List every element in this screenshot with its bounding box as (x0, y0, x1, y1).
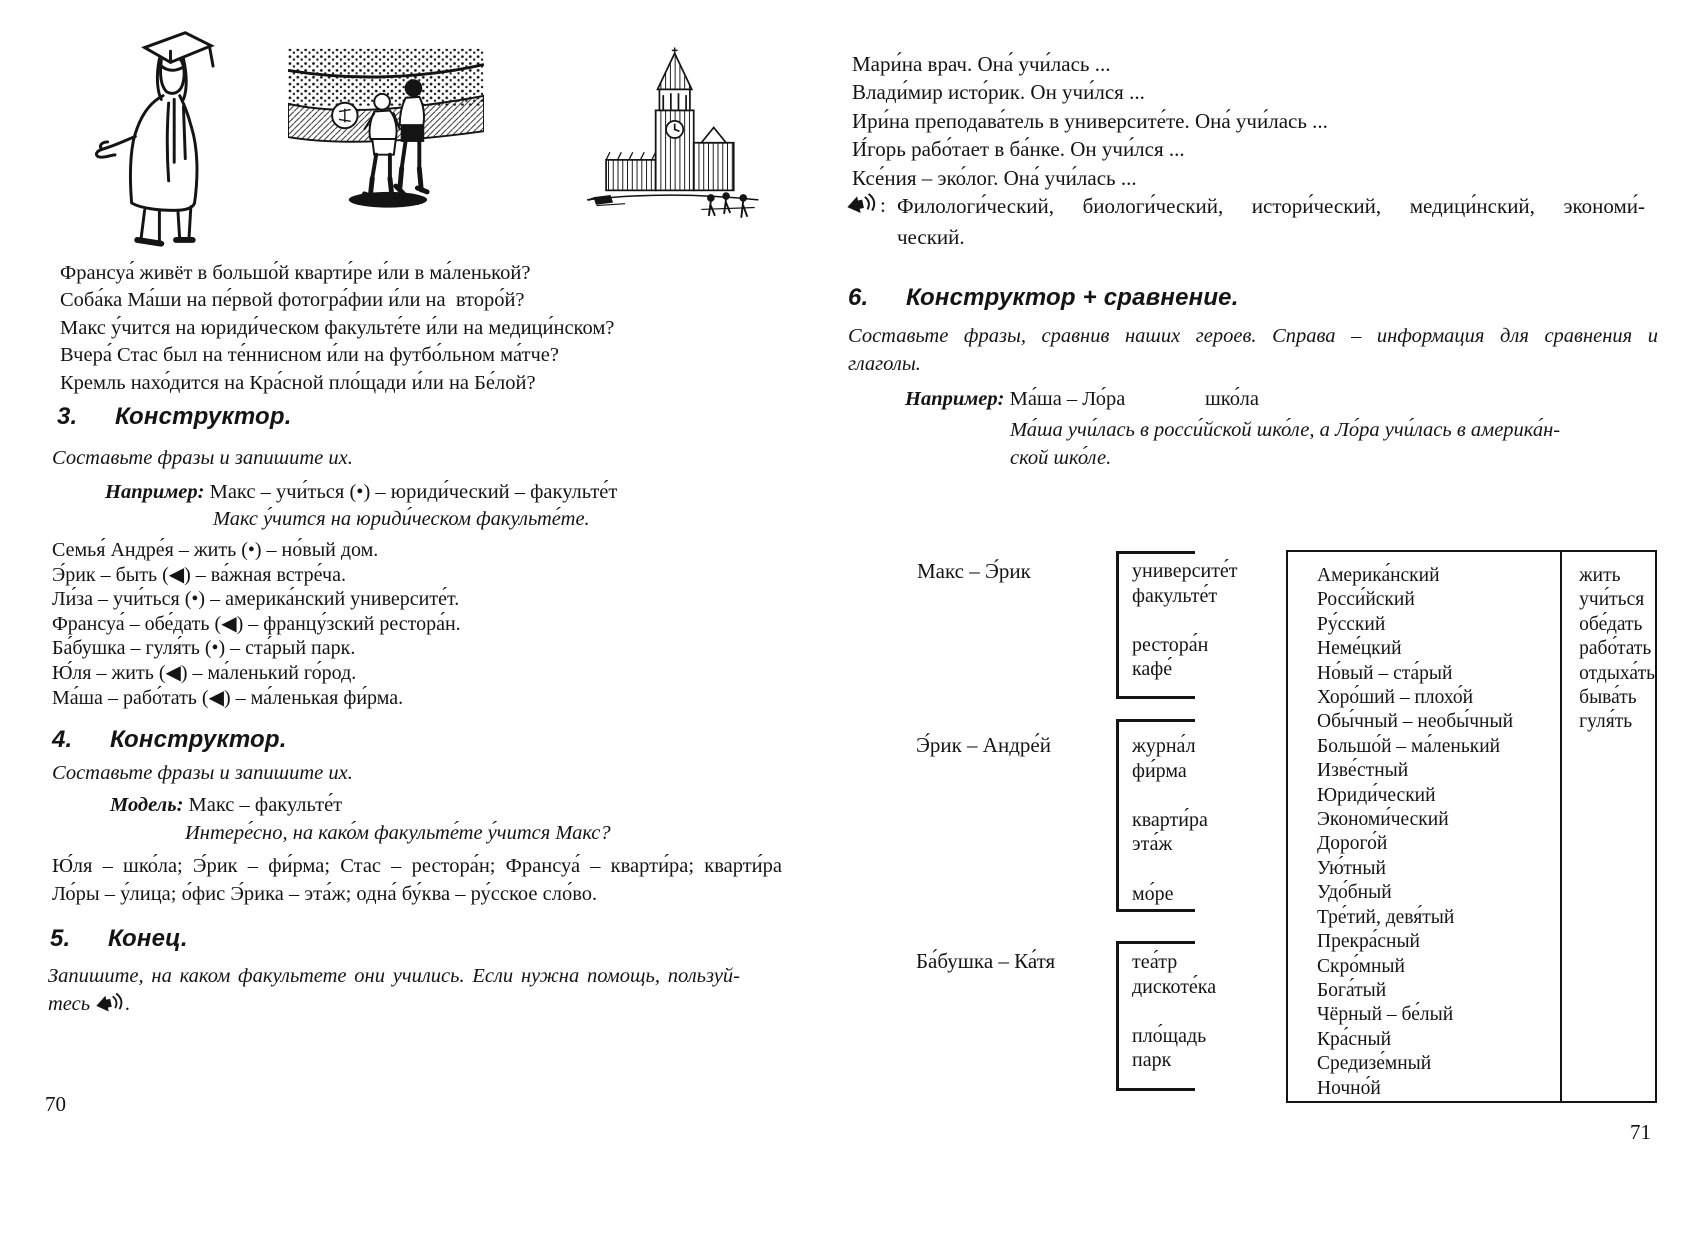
topic-word: рестора́н (1132, 633, 1209, 656)
section-4-items-line1: Ю́ля – шко́ла; Э́рик – фи́рма; Стас – рестора́н; Франсуа́ – кварти́ра; кварти́ра (52, 855, 782, 877)
speaker-icon (846, 192, 878, 216)
adjective-item: Ую́тный (1317, 857, 1386, 879)
two-footballers-in-stadium-icon (288, 40, 484, 238)
adjective-item: Удо́бный (1317, 882, 1392, 904)
adjective-item: Изве́стный (1317, 760, 1409, 782)
topic-word: мо́ре (1132, 882, 1174, 905)
adjective-item: Но́вый – ста́рый (1317, 662, 1453, 684)
section-6-number: 6. (848, 284, 869, 311)
constructor-item: Ю́ля – жить (◀) – ма́ленький го́род. (52, 661, 357, 684)
graduate-illustration (78, 25, 263, 257)
stadium-illustration (288, 40, 484, 238)
right-page-number: 71 (1630, 1120, 1651, 1144)
topic-word: кварти́ра (1132, 808, 1208, 831)
topic-word: теа́тр (1132, 951, 1178, 973)
section-3-instruction: Составьте фразы и запишите их. (52, 447, 353, 469)
topic-word: кафе́ (1132, 658, 1173, 681)
topic-word: парк (1132, 1049, 1172, 1072)
topic-word: фи́рма (1132, 759, 1187, 782)
verb-item: обе́дать (1579, 613, 1643, 635)
topic-word: эта́ж (1132, 833, 1173, 856)
topic-word: пло́щадь (1132, 1024, 1207, 1047)
section-3-items (52, 538, 461, 710)
question-line: Вчера́ Стас был на те́ннисном и́ли на футбо́льном ма́тче? (60, 344, 559, 367)
section-4-items (52, 852, 782, 908)
example-topic: шко́ла (1205, 388, 1260, 410)
adjective-item: Дорого́й (1317, 833, 1388, 855)
audio-hint-line1: Филологи́ческий, биологи́ческий, истори́ческий, медици́нский, экономи́- (897, 194, 1645, 218)
adjectives-column (1288, 552, 1560, 1101)
fill-line: И́горь рабо́тает в ба́нке. Он учи́лся ... (852, 137, 1185, 162)
constructor-item: Ма́ша – рабо́тать (◀) – ма́ленькая фи́рма. (52, 686, 404, 709)
section-3-example-line1 (105, 481, 617, 504)
pair-label-erik-andrei: Э́рик – Андре́й (916, 733, 1051, 757)
section-4-model-line2: Интере́сно, на како́м факульте́те у́чится Макс? (185, 822, 611, 844)
model-text: Макс – факульте́т (188, 794, 343, 816)
fill-line: Влади́мир исто́рик. Он учи́лся ... (852, 80, 1145, 105)
example-pair: Ма́ша – Ло́ра (1009, 388, 1126, 410)
audio-hint-colon: : (880, 193, 886, 217)
audio-hint-words (897, 191, 1645, 253)
section-6-title: Конструктор + сравнение. (906, 284, 1239, 311)
question-line: Соба́ка Ма́ши на пе́рвой фотогра́фии и́ли на второ́й? (60, 289, 525, 312)
verb-item: отдыха́ть (1579, 662, 1655, 684)
graduate-in-academic-gown-icon (78, 25, 263, 257)
adjective-item: Хоро́ший – плохо́й (1317, 687, 1474, 709)
example-text: Макс – учи́ться (•) – юриди́ческий – факульте́т (209, 481, 618, 503)
fill-in-sentences (852, 50, 1328, 192)
comprehension-questions (60, 260, 614, 397)
adjective-item: Экономи́ческий (1317, 809, 1449, 831)
adjective-item: Росси́йский (1317, 589, 1415, 611)
comparison-table (1286, 550, 1657, 1103)
question-line: Франсуа́ живёт в большо́й кварти́ре и́ли в ма́ленькой? (60, 262, 531, 284)
section-5-number: 5. (50, 925, 71, 952)
constructor-item: Ли́за – учи́ться (•) – америка́нский университе́т. (52, 588, 460, 611)
adjective-item: Скро́мный (1317, 955, 1405, 977)
section-4-title: Конструктор. (110, 726, 287, 753)
example-label: Например: (105, 481, 205, 503)
model-label: Модель: (110, 794, 184, 816)
section-5-instruction (48, 962, 740, 1018)
speaker-icon (95, 992, 125, 1014)
section-4-instruction: Составьте фразы и запишите их. (52, 762, 353, 784)
kremlin-illustration (568, 45, 768, 250)
section-5-instruction-line1: Запишите, на каком факультете они учились. Если нужна помощь, пользуй- (48, 965, 740, 987)
topic-word: дискоте́ка (1132, 975, 1217, 998)
section-6-instruction (848, 322, 1658, 378)
fill-line: Мари́на врач. Она́ учи́лась ... (852, 52, 1111, 76)
adjective-item: Обы́чный – необы́чный (1317, 711, 1514, 733)
adjective-item: Кра́сный (1317, 1028, 1392, 1050)
verb-item: жить (1579, 565, 1621, 586)
verb-item: учи́ться (1579, 589, 1645, 611)
question-line: Кремль нахо́дится на Кра́сной пло́щади и́ли на Бе́лой? (60, 371, 536, 394)
section-6-instruction-line1: Составьте фразы, сравнив наших героев. Справа – информация для сравнения и (848, 325, 1658, 347)
section-6-heading (848, 284, 1239, 312)
question-line: Макс у́чится на юриди́ческом факульте́те и́ли на медици́нском? (60, 316, 615, 339)
audio-hint-line2: ческий. (897, 225, 965, 249)
constructor-item: Франсуа́ – обе́дать (◀) – францу́зский рестора́н. (52, 612, 461, 635)
section-3-example-line2: Макс у́чится на юриди́ческом факульте́те. (213, 508, 590, 530)
pair-label-maks-erik: Макс – Э́рик (917, 559, 1031, 583)
adjective-item: Юриди́ческий (1317, 784, 1436, 806)
topic-word: университе́т (1132, 560, 1238, 582)
left-page-number: 70 (45, 1092, 66, 1116)
fill-line: Ксе́ния – эко́лог. Она́ учи́лась ... (852, 165, 1137, 190)
adjective-item: Большо́й – ма́ленький (1317, 735, 1501, 757)
section-3-heading (57, 403, 292, 431)
section-3-number: 3. (57, 403, 78, 430)
fill-line: Ири́на преподава́тель в университе́те. Она́ учи́лась ... (852, 108, 1328, 133)
verbs-column (1560, 552, 1655, 1101)
section-4-number: 4. (52, 726, 73, 753)
section-4-items-line2: Ло́ры – у́лица; о́фис Э́рика – эта́ж; одна́ бу́ква – ру́сское сло́во. (52, 883, 598, 905)
constructor-item: Э́рик – быть (◀) – ва́жная встре́ча. (52, 563, 346, 586)
section-4-heading (52, 726, 287, 754)
adjective-item: Ночно́й (1317, 1077, 1381, 1099)
adjective-item: Тре́тий, девя́тый (1317, 906, 1455, 928)
constructor-item: Ба́бушка – гуля́ть (•) – ста́рый парк. (52, 637, 356, 660)
section-6-instruction-line2: глаголы. (848, 353, 921, 375)
adjective-item: Средизе́мный (1317, 1053, 1432, 1075)
adjective-item: Бога́тый (1317, 979, 1387, 1001)
instruction-word: тесь (48, 993, 91, 1015)
section-4-model-line1 (110, 794, 342, 817)
topic-word: журна́л (1132, 735, 1196, 757)
example-label: Например: (905, 388, 1005, 410)
example-answer-line1: Ма́ша учи́лась в росси́йской шко́ле, а Ло́ра учи́лась в америка́н- (1010, 419, 1561, 441)
topic-word: факульте́т (1132, 584, 1218, 607)
constructor-item: Семья́ Андре́я – жить (•) – но́вый дом. (52, 539, 379, 561)
adjective-item: Прекра́сный (1317, 931, 1420, 953)
verb-item: гуля́ть (1579, 711, 1633, 733)
adjective-item: Неме́цкий (1317, 638, 1402, 660)
section-5-instruction-line2 (48, 990, 740, 1018)
kremlin-spasskaya-tower-icon (568, 45, 768, 250)
adjective-item: Америка́нский (1317, 565, 1440, 586)
pair-label-babushka-katya: Ба́бушка – Ка́тя (916, 949, 1056, 973)
topic-words-1 (1132, 559, 1238, 682)
verb-item: быва́ть (1579, 687, 1637, 709)
topic-words-3 (1132, 950, 1216, 1073)
section-6-example-line1 (905, 388, 1125, 411)
instruction-period: . (125, 993, 131, 1015)
section-3-title: Конструктор. (115, 403, 292, 430)
adjective-item: Чёрный – бе́лый (1317, 1004, 1454, 1026)
section-5-title: Конец. (108, 925, 188, 952)
section-5-heading (50, 925, 188, 953)
topic-words-2 (1132, 734, 1208, 906)
section-6-example-answer (1010, 416, 1660, 472)
adjective-item: Ру́сский (1317, 613, 1386, 635)
example-answer-line2: ской шко́ле. (1010, 447, 1112, 469)
verb-item: рабо́тать (1579, 638, 1652, 660)
